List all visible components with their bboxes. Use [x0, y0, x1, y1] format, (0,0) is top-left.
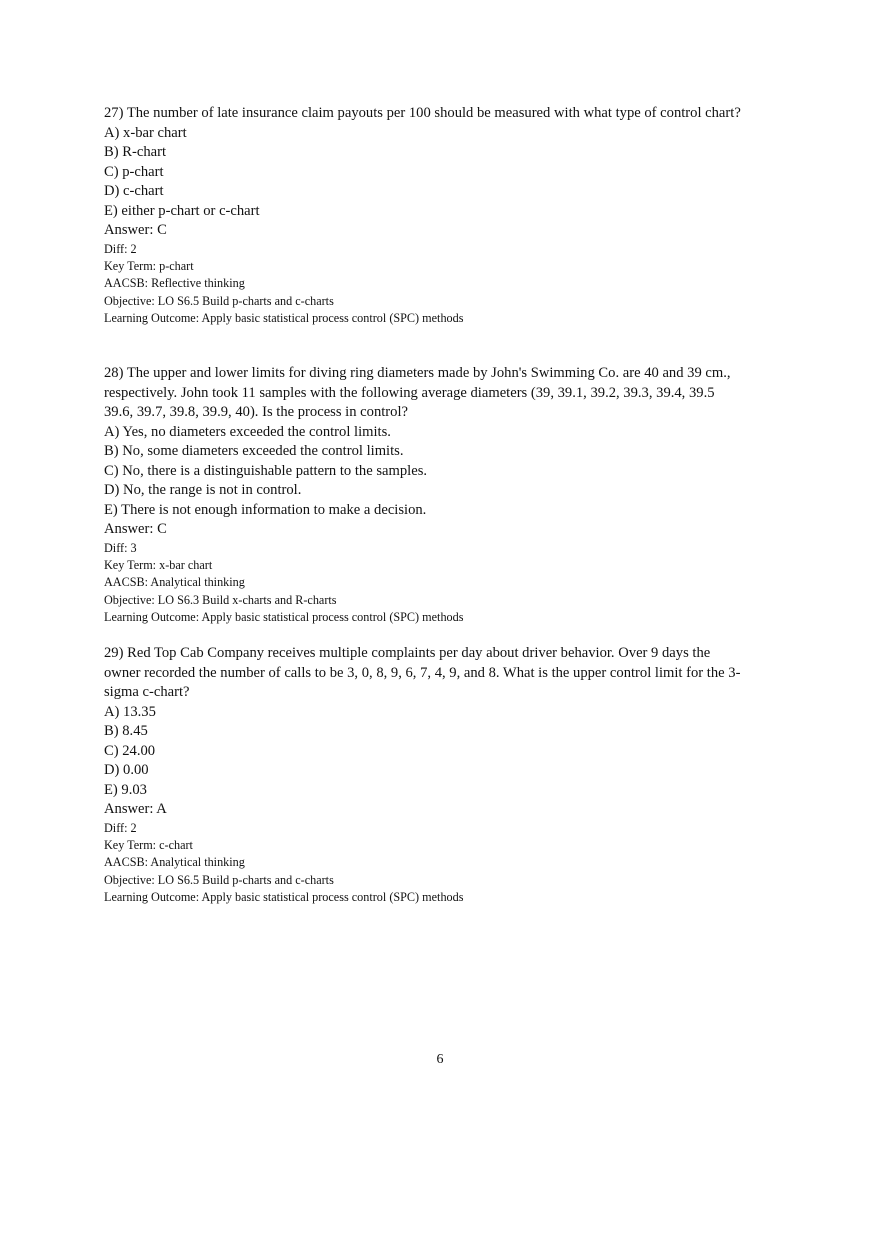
option-c: C) p-chart [104, 163, 164, 180]
question-stem: 27) The number of late insurance claim payouts per 100 should be measured with what type of control chart? [104, 105, 741, 121]
difficulty: Diff: 2 [104, 241, 137, 256]
aacsb: AACSB: Analytical thinking [104, 855, 245, 870]
option-e: E) 9.03 [104, 781, 147, 798]
learning-outcome: Learning Outcome: Apply basic statistical process control (SPC) methods [104, 311, 464, 326]
objective: Objective: LO S6.5 Build p-charts and c-charts [104, 872, 334, 887]
difficulty: Diff: 2 [104, 820, 137, 835]
option-e: E) There is not enough information to make a decision. [104, 501, 427, 518]
option-d: D) No, the range is not in control. [104, 482, 302, 498]
option-c: C) 24.00 [104, 742, 156, 759]
question-stem: 28) The upper and lower limits for diving ring diameters made by John's Swimming Co. are 40 and 39 cm., respectively. John took 11 samples with the following average diameters (39, 39.1, 39.2, 39.3, 39.4, 39.5 39.6, 39.7, 39.8, 39.9, 40). Is the process in control? [104, 365, 731, 420]
answer: Answer: C [104, 222, 167, 238]
aacsb: AACSB: Reflective thinking [104, 276, 245, 291]
question-29 [104, 644, 744, 907]
answer: Answer: C [104, 521, 167, 537]
option-a: A) 13.35 [104, 703, 156, 720]
difficulty: Diff: 3 [104, 540, 137, 555]
option-c: C) No, there is a distinguishable pattern to the samples. [104, 462, 428, 479]
key-term: Key Term: c-chart [104, 837, 193, 852]
option-a: A) x-bar chart [104, 124, 187, 141]
question-27 [104, 104, 744, 328]
question-stem: 29) Red Top Cab Company receives multiple complaints per day about driver behavior. Over 9 days the owner recorded the number of calls to be 3, 0, 8, 9, 6, 7, 4, 9, and 8. What is the upper control limit for the 3-sigma c-chart? [104, 645, 741, 700]
option-b: B) R-chart [104, 144, 167, 160]
option-b: B) 8.45 [104, 723, 148, 739]
learning-outcome: Learning Outcome: Apply basic statistical process control (SPC) methods [104, 890, 464, 905]
option-a: A) Yes, no diameters exceeded the control limits. [104, 423, 391, 440]
option-d: D) 0.00 [104, 762, 149, 778]
option-b: B) No, some diameters exceeded the control limits. [104, 443, 404, 459]
option-e: E) either p-chart or c-chart [104, 202, 260, 219]
answer: Answer: A [104, 801, 167, 817]
objective: Objective: LO S6.5 Build p-charts and c-charts [104, 293, 334, 308]
learning-outcome: Learning Outcome: Apply basic statistical process control (SPC) methods [104, 610, 464, 625]
page-number: 6 [436, 1052, 444, 1067]
objective: Objective: LO S6.3 Build x-charts and R-charts [104, 592, 337, 607]
option-d: D) c-chart [104, 183, 164, 199]
question-28 [104, 364, 744, 627]
key-term: Key Term: p-chart [104, 258, 194, 273]
key-term: Key Term: x-bar chart [104, 557, 213, 572]
aacsb: AACSB: Analytical thinking [104, 575, 245, 590]
